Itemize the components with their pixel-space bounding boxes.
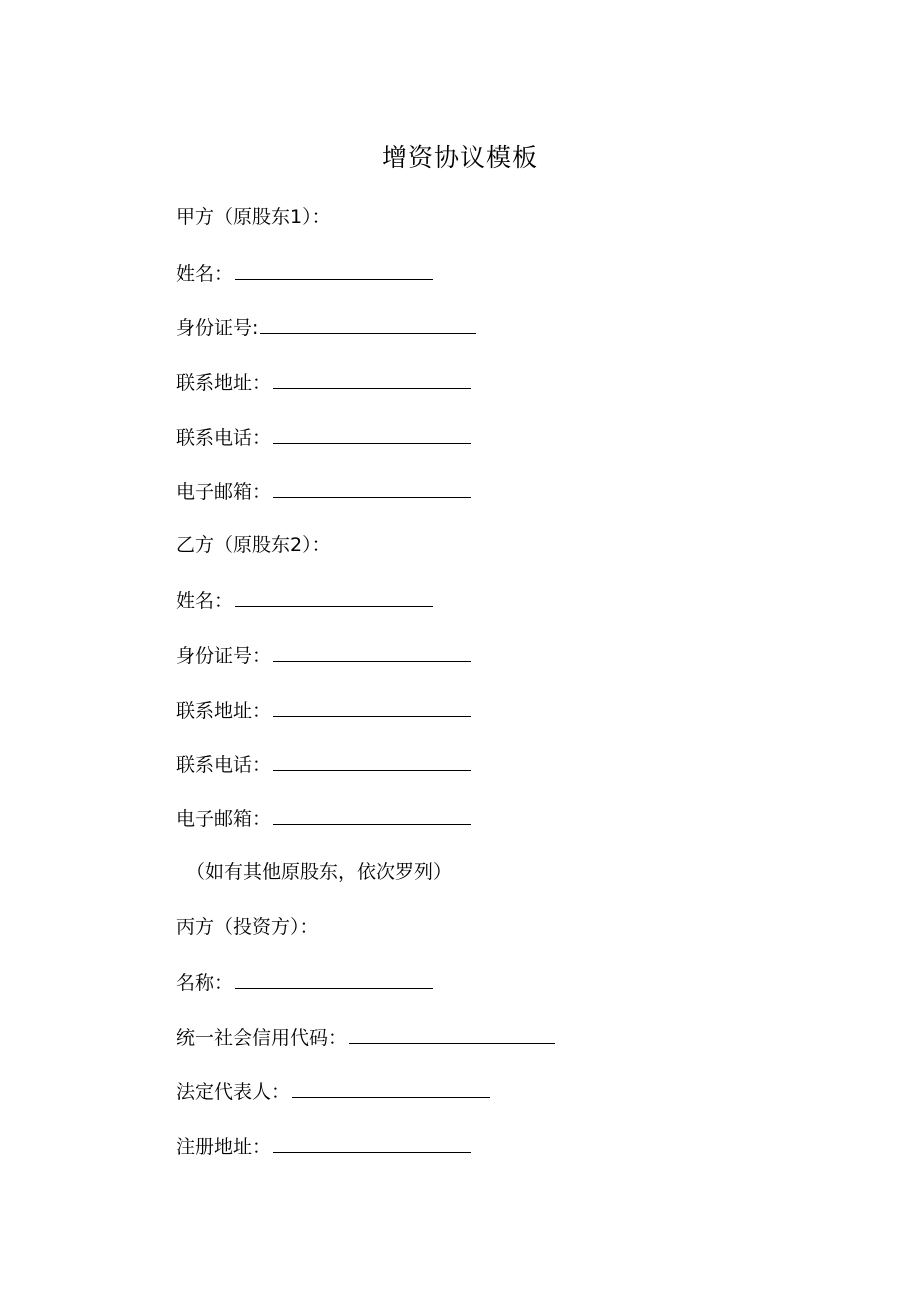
party-a-email-label: 电子邮箱： bbox=[176, 481, 272, 503]
party-b-id-row bbox=[176, 641, 471, 669]
party-c-credit-code-row bbox=[176, 1023, 555, 1051]
party-b-id-blank[interactable] bbox=[273, 641, 471, 662]
other-shareholders-note bbox=[186, 859, 452, 885]
party-b-address-blank[interactable] bbox=[273, 696, 471, 717]
party-b-id-label: 身份证号： bbox=[176, 645, 272, 667]
party-c-name-row bbox=[176, 968, 433, 996]
document-title: 增资协议模板 bbox=[381, 143, 538, 172]
party-c-name-label: 名称： bbox=[176, 972, 234, 994]
party-b-phone-blank[interactable] bbox=[273, 750, 471, 771]
party-c-credit-code-blank[interactable] bbox=[349, 1023, 555, 1044]
party-a-id-label: 身份证号: bbox=[176, 317, 259, 339]
party-c-heading bbox=[176, 914, 319, 940]
party-b-name-label: 姓名： bbox=[176, 590, 234, 612]
party-b-heading-text: 乙方（原股东2）： bbox=[176, 534, 331, 556]
party-a-phone-blank[interactable] bbox=[273, 423, 471, 444]
party-a-name-row bbox=[176, 259, 433, 287]
party-b-email-blank[interactable] bbox=[273, 804, 471, 825]
party-b-email-row bbox=[176, 804, 471, 832]
party-a-id-row bbox=[176, 313, 476, 341]
party-a-name-blank[interactable] bbox=[235, 259, 433, 280]
party-c-legal-rep-label: 法定代表人： bbox=[176, 1081, 291, 1103]
party-b-heading bbox=[176, 532, 331, 558]
party-c-credit-code-label: 统一社会信用代码： bbox=[176, 1027, 348, 1049]
party-c-reg-address-blank[interactable] bbox=[273, 1132, 471, 1153]
party-b-phone-row bbox=[176, 750, 471, 778]
party-b-address-row bbox=[176, 696, 471, 724]
party-a-phone-row bbox=[176, 423, 471, 451]
party-c-name-blank[interactable] bbox=[235, 968, 433, 989]
party-c-legal-rep-blank[interactable] bbox=[292, 1077, 490, 1098]
other-shareholders-note-text: （如有其他原股东，依次罗列） bbox=[186, 861, 453, 883]
party-c-reg-address-row bbox=[176, 1132, 471, 1160]
party-b-name-blank[interactable] bbox=[235, 586, 433, 607]
party-a-email-blank[interactable] bbox=[273, 477, 471, 498]
party-a-heading bbox=[176, 204, 331, 230]
party-a-phone-label: 联系电话： bbox=[176, 427, 272, 449]
party-a-name-label: 姓名： bbox=[176, 263, 234, 285]
party-a-address-label: 联系地址： bbox=[176, 372, 272, 394]
party-b-phone-label: 联系电话： bbox=[176, 754, 272, 776]
party-a-address-row bbox=[176, 368, 471, 396]
party-c-legal-rep-row bbox=[176, 1077, 490, 1105]
party-a-address-blank[interactable] bbox=[273, 368, 471, 389]
party-a-id-blank[interactable] bbox=[260, 313, 476, 334]
party-b-email-label: 电子邮箱： bbox=[176, 808, 272, 830]
party-a-heading-text: 甲方（原股东1）： bbox=[176, 206, 331, 228]
party-b-address-label: 联系地址： bbox=[176, 700, 272, 722]
party-b-name-row bbox=[176, 586, 433, 614]
party-c-heading-text: 丙方（投资方）： bbox=[176, 916, 319, 938]
party-c-reg-address-label: 注册地址： bbox=[176, 1136, 272, 1158]
party-a-email-row bbox=[176, 477, 471, 505]
